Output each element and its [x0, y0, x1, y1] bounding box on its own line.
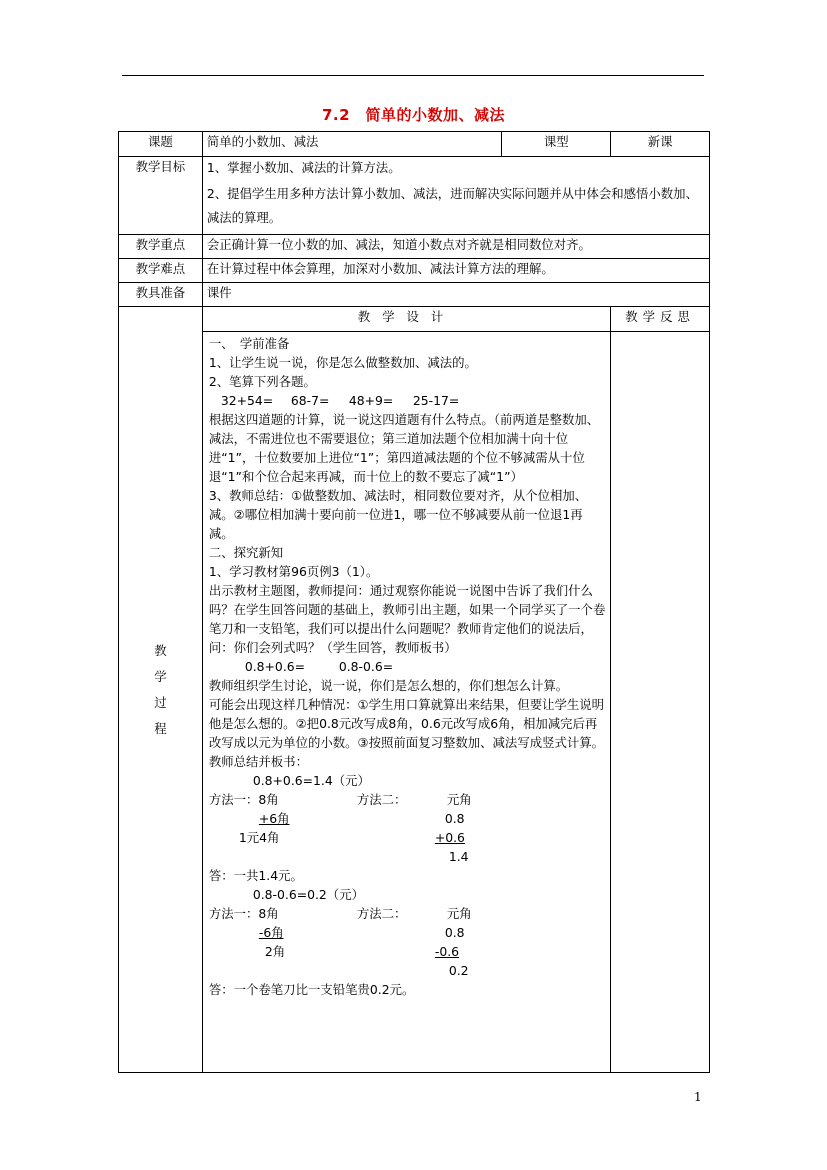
tools-text: 课件	[202, 283, 709, 307]
goal-item: 2、提倡学生用多种方法计算小数加、减法，进而解决实际问题并从中体会和感悟小数加、减法的算理。	[206, 186, 698, 225]
answer: 答：一个卷笔刀比一支铅笔贵0.2元。	[208, 982, 415, 997]
page-number: 1	[694, 1090, 702, 1104]
calc-line	[209, 809, 606, 828]
answer: 答：一共1.4元。	[208, 868, 303, 883]
formula: 0.8-0.6=	[338, 659, 394, 674]
method-one-label: 方法一：8角	[208, 906, 279, 921]
paragraph: 1、学习教材第96页例3（1）。	[208, 564, 379, 579]
process-row	[119, 332, 710, 1073]
exercise: 48+9=	[348, 393, 394, 408]
equation: 0.8+0.6=1.4（元）	[252, 773, 370, 788]
topic-label: 课题	[119, 132, 203, 157]
topic-value: 简单的小数加、减法	[202, 132, 501, 157]
key-point-text: 会正确计算一位小数的加、减法，知道小数点对齐就是相同数位对齐。	[202, 235, 709, 259]
section-title: 一、 学前准备	[208, 336, 290, 351]
paragraph: 可能会出现这样几种情况：①学生用口算就算出来结果，但要让学生说明他是怎么想的。②把0.8元改写成8角，0.6元改写成6角，相加减完后再改写成以元为单位的小数。③按照前面复习整数加、减法写成竖式计算。	[208, 697, 605, 750]
subtraction-example	[209, 885, 606, 999]
lesson-type-label: 课型	[502, 132, 611, 157]
topic-row	[119, 132, 710, 157]
tools-row	[119, 283, 710, 307]
difficulty-label: 教学难点	[119, 259, 203, 283]
goals-label: 教学目标	[119, 157, 203, 235]
difficulty-row	[119, 259, 710, 283]
subtrahend: -6角	[258, 925, 284, 940]
paragraph: 教师总结并板书：	[208, 754, 308, 769]
addition-example	[209, 771, 606, 885]
process-label	[119, 307, 203, 1073]
reflect-header: 教学反思	[611, 307, 710, 332]
paragraph: 出示教材主题图，教师提问：通过观察你能说一说图中告诉了我们什么吗？在学生回答问题的基础上，教师引出主题，如果一个同学买了一个卷笔刀和一支铅笔，我们可以提出什么问题呢？教师肯定他们的说法后，问：你们会列式吗？（学生回答，教师板书）	[208, 583, 606, 655]
process-label-char: 程	[154, 720, 167, 736]
addend: +0.6	[434, 830, 465, 845]
design-header: 教学设计	[202, 307, 610, 332]
calc-line	[209, 923, 606, 942]
calc-line	[209, 828, 606, 847]
calc-line	[209, 942, 606, 961]
key-point-row	[119, 235, 710, 259]
formula-list	[209, 657, 606, 676]
method-two-label: 方法二：	[356, 792, 407, 807]
calc-line	[209, 790, 606, 809]
exercise: 68-7=	[290, 393, 330, 408]
result: 1.4	[448, 849, 469, 864]
process-label-char: 学	[154, 668, 167, 684]
header-rule	[122, 75, 704, 76]
goals-row	[119, 157, 710, 235]
page-title: 7.2 简单的小数加、减法	[321, 106, 506, 124]
addend: +6角	[258, 811, 290, 826]
key-point-label: 教学重点	[119, 235, 203, 259]
formula: 0.8+0.6=	[244, 659, 306, 674]
goals-content	[202, 157, 709, 235]
unit-header: 元角	[446, 906, 472, 921]
result: 0.2	[448, 963, 469, 978]
goal-item: 1、掌握小数加、减法的计算方法。	[206, 160, 401, 175]
calc-line	[209, 904, 606, 923]
equation: 0.8-0.6=0.2（元）	[252, 887, 364, 902]
method-two-label: 方法二：	[356, 906, 407, 921]
unit-header: 元角	[446, 792, 472, 807]
exercise: 32+54=	[220, 393, 274, 408]
minuend: 0.8	[444, 925, 465, 940]
subtrahend: -0.6	[434, 944, 460, 959]
process-content	[202, 332, 610, 1073]
paragraph: 教师组织学生讨论，说一说，你们是怎么想的，你们想怎么计算。	[208, 678, 569, 693]
paragraph: 3、教师总结：①做整数加、减法时，相同数位要对齐，从个位相加、减。②哪位相加满十要向前一位进1，哪一位不够减要从前一位退1再减。	[208, 488, 588, 541]
paragraph: 2、笔算下列各题。	[208, 374, 316, 389]
process-label-char: 过	[154, 694, 167, 710]
paragraph: 根据这四道题的计算，说一说这四道题有什么特点。（前两道是整数加、减法，不需进位也不需要退位；第三道加法题个位相加满十向十位进“1”，十位数要加上进位“1”；第四道减法题的个位不够减需从十位退“1”和个位合起来再减，而十位上的数不要忘了减“1”）	[208, 412, 600, 484]
result: 1元4角	[238, 830, 280, 845]
result: 2角	[264, 944, 286, 959]
addend: 0.8	[444, 811, 465, 826]
tools-label: 教具准备	[119, 283, 203, 307]
calc-line	[209, 847, 606, 866]
difficulty-text: 在计算过程中体会算理，加深对小数加、减法计算方法的理解。	[202, 259, 709, 283]
exercise-list	[209, 391, 606, 410]
process-label-char: 教	[154, 642, 167, 658]
method-one-label: 方法一：8角	[208, 792, 279, 807]
design-header-row	[119, 307, 710, 332]
section-title: 二、探究新知	[208, 545, 284, 560]
calc-line	[209, 961, 606, 980]
reflection-cell	[611, 332, 710, 1073]
exercise: 25-17=	[412, 393, 460, 408]
paragraph: 1、让学生说一说，你是怎么做整数加、减法的。	[208, 355, 477, 370]
lesson-type-value: 新课	[611, 132, 710, 157]
lesson-plan-table	[118, 131, 710, 1073]
